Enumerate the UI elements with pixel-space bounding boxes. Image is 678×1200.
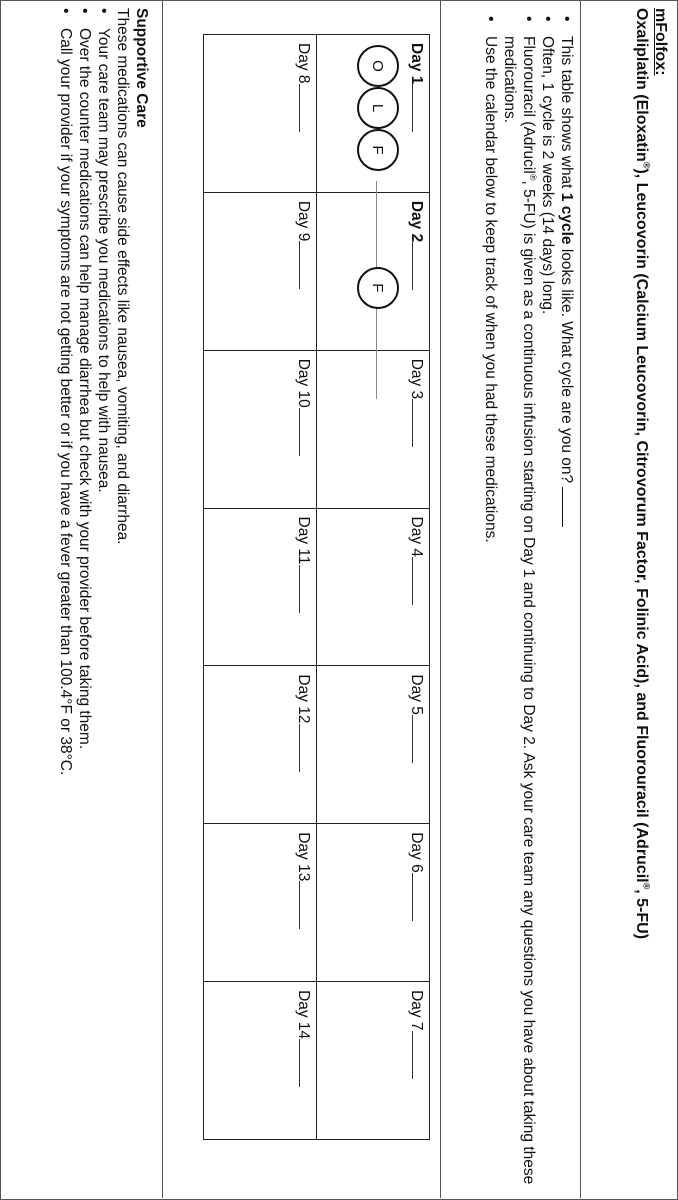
day-date-blank[interactable] [412, 84, 425, 132]
instruction-item [500, 16, 538, 1190]
calendar-day-cell[interactable] [317, 35, 430, 193]
instruction-text: This table shows what [558, 36, 575, 193]
registered-mark: ® [641, 161, 652, 169]
regimen-header [580, 0, 678, 1198]
day-label: Day 3 [408, 358, 425, 400]
cycle-number-blank[interactable] [562, 487, 575, 527]
day-label: Day 13 [295, 832, 312, 882]
cycle-emphasis: 1 cycle [558, 192, 575, 245]
calendar-day-cell[interactable] [317, 666, 430, 824]
day-date-blank[interactable] [299, 241, 312, 289]
day-date-blank[interactable] [299, 881, 312, 929]
drugs-text-3: , 5-FU) [633, 889, 650, 940]
regimen-drugs [632, 8, 651, 1190]
day-date-blank[interactable] [412, 873, 425, 921]
day-label: Day 14 [295, 990, 312, 1040]
calendar-day-cell[interactable] [204, 192, 317, 350]
medication-circle-f: F [357, 129, 399, 171]
supportive-care-title: Supportive Care [133, 8, 150, 128]
supportive-care-item: • Call your provider if your symptoms are not getting better or if you have a fever greater than 100.4°F or 38°C. [56, 8, 75, 1190]
registered-mark: ® [528, 173, 539, 181]
supportive-care-item: • Over the counter medications can help manage diarrhea but check with your provider before taking them. [75, 8, 94, 1190]
day-date-blank[interactable] [412, 399, 425, 447]
instruction-text: Fluorouracil (Adrucil [520, 36, 537, 174]
instructions-section [440, 0, 580, 1198]
calendar-day-cell[interactable] [204, 666, 317, 824]
calendar-day-cell[interactable] [204, 982, 317, 1140]
supportive-care-intro: These medications can cause side effects like nausea, vomiting, and diarrhea. [114, 8, 131, 545]
calendar-section [162, 0, 440, 1198]
cycle-calendar [203, 34, 430, 1140]
calendar-day-cell[interactable] [204, 824, 317, 982]
calendar-day-cell[interactable] [317, 350, 430, 508]
calendar-day-cell[interactable] [204, 35, 317, 193]
instruction-item: • Often, 1 cycle is 2 weeks (14 days) long. [538, 16, 557, 1190]
medication-markers [357, 45, 399, 171]
day-date-blank[interactable] [412, 715, 425, 763]
medication-markers [357, 267, 399, 309]
calendar-day-cell[interactable] [204, 350, 317, 508]
day-label: Day 6 [408, 832, 425, 873]
day-date-blank[interactable] [412, 242, 425, 290]
day-date-blank[interactable] [412, 557, 425, 605]
day-date-blank[interactable] [412, 1031, 425, 1079]
day-label: Day 12 [295, 674, 312, 724]
day-date-blank[interactable] [299, 84, 312, 132]
medication-circle-l: L [357, 87, 399, 129]
supportive-care-section [2, 0, 162, 1198]
day-label: Day 10 [295, 358, 312, 408]
day-date-blank[interactable] [299, 1039, 312, 1087]
registered-mark: ® [641, 882, 652, 890]
calendar-day-cell[interactable] [317, 508, 430, 666]
supportive-care-list [56, 8, 113, 1190]
supportive-care-item: • Your care team may prescribe you medications to help with nausea. [94, 8, 113, 1190]
instruction-item [557, 16, 576, 1190]
day-label: Day 2 [408, 200, 425, 243]
instruction-text: looks like. What cycle are you on? [558, 244, 575, 488]
day-date-blank[interactable] [299, 565, 312, 613]
day-label: Day 11 [295, 516, 312, 565]
medication-circle-o: O [357, 45, 399, 87]
calendar-week-2 [204, 35, 317, 1140]
instruction-text: , 5-FU) is given as a continuous infusion starting on Day 1 and continuing to Day 2. Ask your care team any questions you have about taking these medications. [501, 36, 537, 1185]
instructions-list [481, 8, 576, 1190]
calendar-day-cell[interactable] [317, 192, 430, 350]
day-label: Day 7 [408, 990, 425, 1031]
calendar-day-cell[interactable] [317, 982, 430, 1140]
day-label: Day 1 [408, 43, 425, 85]
drugs-text-1: Oxaliplatin (Eloxatin [633, 8, 650, 162]
calendar-week-1 [317, 35, 430, 1140]
day-label: Day 8 [295, 43, 312, 84]
calendar-day-cell[interactable] [317, 824, 430, 982]
drugs-text-2: ), Leucovorin (Calcium Leucovorin, Citrovorum Factor, Folinic Acid), and Fluorouracil (Adrucil [633, 168, 650, 883]
medication-circle-f: F [357, 267, 399, 309]
calendar-day-cell[interactable] [204, 508, 317, 666]
instruction-item: • Use the calendar below to keep track of when you had these medications. [481, 16, 500, 1190]
day-label: Day 9 [295, 200, 312, 242]
day-label: Day 4 [408, 516, 425, 558]
regimen-label: mFolfox: [652, 8, 669, 76]
day-label: Day 5 [408, 674, 425, 715]
day-date-blank[interactable] [299, 724, 312, 772]
day-date-blank[interactable] [299, 408, 312, 456]
